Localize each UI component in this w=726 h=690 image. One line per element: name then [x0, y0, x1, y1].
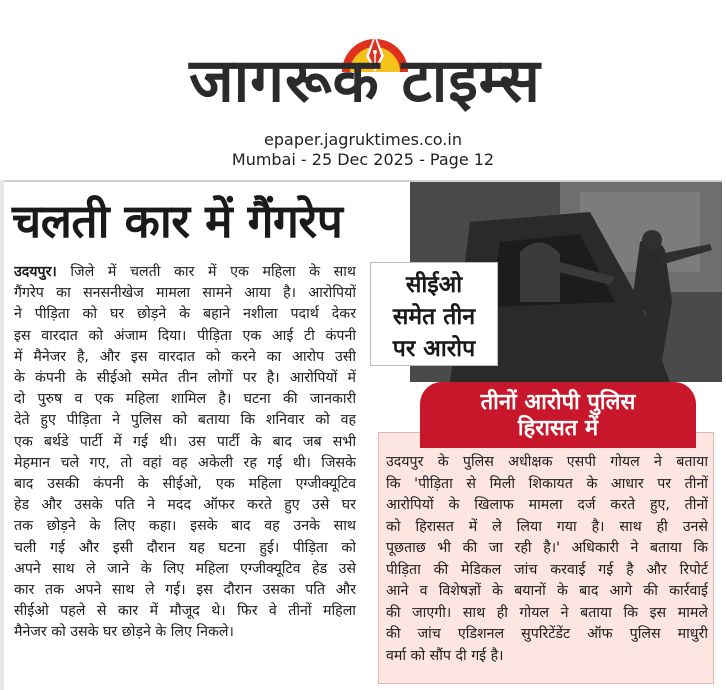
- sidebar-line: पीड़िता की मेडिकल जांच करवाई गई है और रिपोर्ट: [386, 561, 708, 578]
- sidebar-title: [420, 382, 696, 448]
- masthead: [0, 0, 726, 178]
- sidebar-line: को हिरासत में ले लिया गया है। साथ ही उनसे: [386, 518, 708, 535]
- sidebar-line: की जांच एडिशनल सुपरिटेंडेंट ऑफ पुलिस माधुरी: [386, 626, 708, 642]
- article-body: [14, 262, 356, 644]
- edition-info: Mumbai - 25 Dec 2025 - Page 12: [231, 150, 495, 169]
- logo: [170, 6, 560, 116]
- body-line-text: जिले में चलती कार में एक महिला के साथ: [56, 264, 356, 280]
- sidebar-title-line: तीनों आरोपी पुलिस: [480, 390, 636, 415]
- body-line: दो पुरुष व एक महिला शामिल है। घटना की जानकारी: [14, 391, 356, 408]
- subheadline-line: समेत तीन: [392, 304, 476, 330]
- sidebar-title-line: हिरासत में: [517, 416, 599, 441]
- sidebar-line: आने व विशेषज्ञों के बयानों के बाद आगे की कार्रवाई: [386, 583, 708, 599]
- body-line: में मैनेजर है, और इस वारदात को करने का आरोप उसी: [14, 348, 356, 365]
- body-line: मेहमान चले गए, तो वहां वह अकेली रह गई थी। जिसके: [14, 454, 356, 471]
- epaper-url: epaper.jagruktimes.co.in: [264, 130, 462, 149]
- body-line: हेड और उसके पति ने मदद ऑफर करते हुए उसे घर: [14, 497, 356, 514]
- body-line: सीईओ पहले से कार में मौजूद थे। फिर वे तीनों महिला: [14, 603, 356, 620]
- body-line: कार तक अपने साथ ले गई। इस दौरान उसका पति और: [14, 582, 356, 599]
- body-line: एक बर्थडे पार्टी में गई थी। उस पार्टी के बाद जब सभी: [14, 433, 356, 450]
- sidebar-line: आरोपियों के खिलाफ मामला दर्ज करते हुए, तीनों: [386, 497, 708, 513]
- body-line: चली गई और इसी दौरान यह घटना हुई। पीड़िता को: [14, 539, 356, 556]
- body-line: अपने साथ ले जाने के लिए महिला एग्जीक्यूटिव हेड उसे: [14, 560, 356, 577]
- body-line: इस वारदात को अंजाम दिया। पीड़िता एक आई टी कंपनी: [14, 327, 356, 344]
- body-line: के कंपनी के सीईओ समेत तीन लोगों पर है। आरोपियों में: [14, 370, 356, 387]
- subheadline-box: [370, 262, 498, 366]
- sidebar-line: वर्मा को सौंप दी गई है।: [386, 647, 504, 664]
- subheadline-line: सीईओ: [405, 272, 463, 298]
- sidebar-body: [386, 452, 708, 667]
- subheadline-line: पर आरोप: [392, 336, 476, 362]
- sidebar-line: कि 'पीड़िता से मिली शिकायत के आधार पर तीनों: [386, 475, 708, 492]
- brand-name: जागरूक टाइम्स: [189, 46, 541, 116]
- sidebar-line: की जाएगी। साथ ही गोयल ने बताया कि इस मामले: [386, 604, 708, 621]
- headline: चलती कार में गैंगरेप: [12, 194, 343, 248]
- body-line: मैनेजर को उसके घर छोड़ने के लिए निकले।: [14, 624, 234, 641]
- dateline: उदयपुर।: [14, 264, 57, 280]
- body-line: तक छोड़ने के लिए कहा। इसके बाद वह उनके साथ: [14, 518, 356, 535]
- body-line: देते हुए पीड़िता ने पुलिस को बताया कि शनिवार को वह: [14, 412, 356, 429]
- sidebar-line: पूछताछ भी की जा रही है।' अधिकारी ने बताया कि: [386, 540, 708, 556]
- body-line: बाद उसकी कंपनी के सीईओ, एक महिला एग्जीक्यूटिव: [14, 476, 356, 493]
- body-line: [14, 262, 356, 283]
- sidebar-line: उदयपुर के पुलिस अधीक्षक एसपी गोयल ने बताया: [386, 454, 708, 470]
- body-line: गैंगरेप का सनसनीखेज मामला सामने आया है। आरोपियों: [14, 285, 356, 302]
- body-line: ने पीड़िता को घर छोड़ने के बहाने नशीला पदार्थ देकर: [14, 306, 356, 323]
